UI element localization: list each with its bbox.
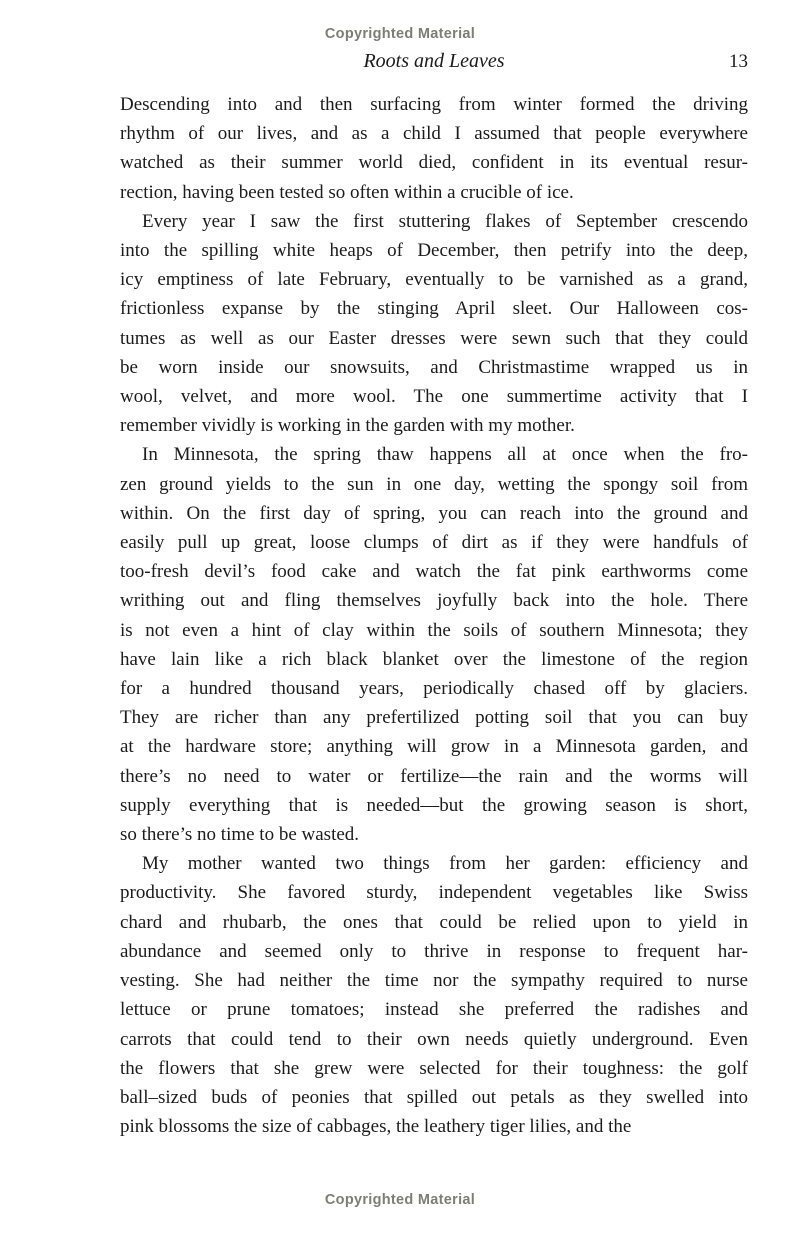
- text-line: rection, having been tested so often within a crucible of ice.: [120, 181, 574, 203]
- text-line: be worn inside our snowsuits, and Christmastime wrapped us in: [120, 356, 748, 378]
- text-line: easily pull up great, loose clumps of dirt as if they were handfuls of: [120, 532, 748, 554]
- text-line: chard and rhubarb, the ones that could be relied upon to yield in: [120, 911, 748, 933]
- text-line: is not even a hint of clay within the soils of southern Minnesota; they: [120, 619, 748, 641]
- text-line: wool, velvet, and more wool. The one summertime activity that I: [120, 386, 748, 408]
- text-line: ball–sized buds of peonies that spilled out petals as they swelled into: [120, 1086, 748, 1108]
- text-line: the flowers that she grew were selected for their toughness: the golf: [120, 1057, 748, 1079]
- text-line: abundance and seemed only to thrive in response to frequent har-: [120, 940, 748, 962]
- text-line: zen ground yields to the sun in one day, wetting the spongy soil from: [120, 473, 748, 495]
- text-line: My mother wanted two things from her garden: efficiency and: [142, 853, 748, 875]
- text-line: vesting. She had neither the time nor the sympathy required to nurse: [120, 970, 748, 992]
- text-line: Descending into and then surfacing from winter formed the driving: [120, 94, 748, 115]
- text-line: within. On the first day of spring, you can reach into the ground and: [120, 502, 748, 524]
- body-text: [120, 90, 748, 1141]
- text-line: carrots that could tend to their own needs quietly underground. Even: [120, 1028, 748, 1050]
- text-line: so there’s no time to be wasted.: [120, 824, 360, 846]
- text-line: for a hundred thousand years, periodically chased off by glaciers.: [120, 678, 748, 700]
- text-line: watched as their summer world died, confident in its eventual resur-: [120, 152, 748, 174]
- running-head: Roots and Leaves: [363, 50, 505, 72]
- text-line: Every year I saw the first stuttering flakes of September crescendo: [142, 210, 748, 232]
- text-line: pink blossoms the size of cabbages, the leathery tiger lilies, and the: [120, 1116, 632, 1138]
- text-line: into the spilling white heaps of December, then petrify into the deep,: [120, 240, 748, 262]
- text-line: lettuce or prune tomatoes; instead she preferred the radishes and: [120, 999, 748, 1021]
- text-line: there’s no need to water or fertilize—the rain and the worms will: [120, 765, 748, 787]
- text-line: rhythm of our lives, and as a child I assumed that people everywhere: [120, 123, 748, 145]
- text-line: have lain like a rich black blanket over the limestone of the region: [120, 648, 748, 670]
- text-line: tumes as well as our Easter dresses were sewn such that they could: [120, 327, 748, 349]
- text-line: icy emptiness of late February, eventually to be varnished as a grand,: [120, 269, 748, 291]
- text-line: They are richer than any prefertilized potting soil that you can buy: [120, 707, 748, 729]
- text-line: frictionless expanse by the stinging April sleet. Our Halloween cos-: [120, 298, 748, 320]
- text-line: at the hardware store; anything will grow in a Minnesota garden, and: [120, 736, 748, 758]
- copyright-notice-top: Copyrighted Material: [324, 26, 476, 42]
- copyright-notice-bottom: Copyrighted Material: [324, 1192, 476, 1208]
- page-number: 13: [729, 51, 748, 72]
- text-line: productivity. She favored sturdy, independent vegetables like Swiss: [120, 882, 748, 904]
- page-header: [120, 50, 748, 76]
- text-line: remember vividly is working in the garden with my mother.: [120, 415, 575, 437]
- text-line: supply everything that is needed—but the growing season is short,: [120, 794, 748, 816]
- text-line: too-fresh devil’s food cake and watch the fat pink earthworms come: [120, 561, 748, 583]
- text-line: In Minnesota, the spring thaw happens all at once when the fro-: [142, 444, 748, 466]
- text-line: writhing out and fling themselves joyfully back into the hole. There: [120, 590, 748, 612]
